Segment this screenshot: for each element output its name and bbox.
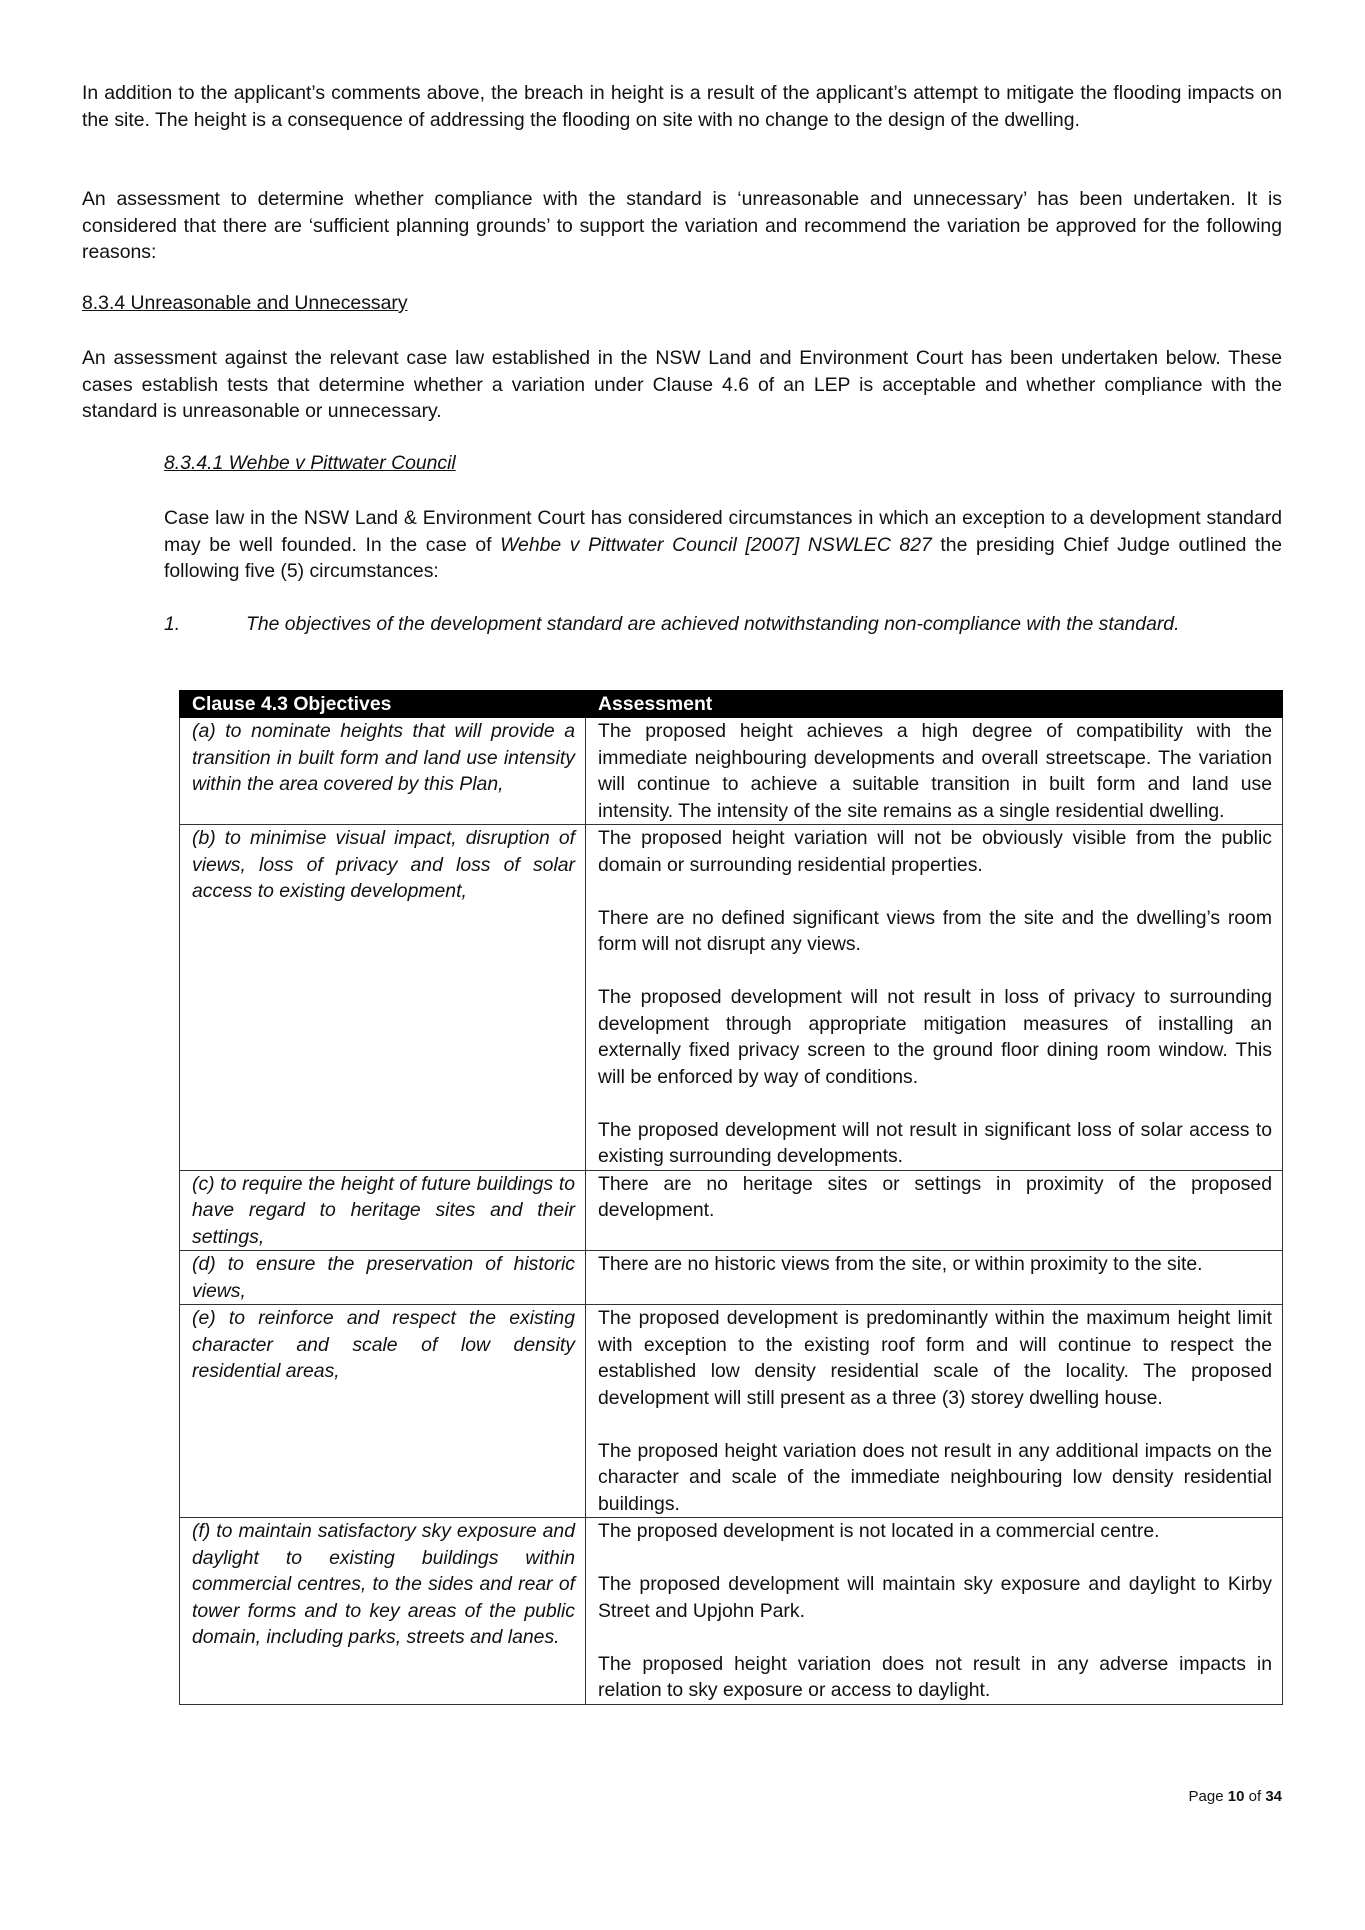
assessment-paragraph: The proposed height achieves a high degree of compatibility with the immediate neighbouring developments and overall streetscape. The variation will continue to achieve a suitable transition in built form and land use intensity. The intensity of the site remains as a single residential dwelling. bbox=[598, 720, 1272, 822]
assessment-paragraph: The proposed development is predominantly within the maximum height limit with exception to the existing roof form and will continue to respect the established low density residential scale of the locality. The proposed development will still present as a three (3) storey dwelling house. bbox=[598, 1307, 1272, 1409]
assessment-cell bbox=[586, 1170, 1283, 1251]
table-row bbox=[180, 1251, 1283, 1305]
table-header-row bbox=[180, 691, 1283, 718]
assessment-cell bbox=[586, 1251, 1283, 1305]
objectives-table bbox=[179, 690, 1283, 1705]
paragraph-wehbe bbox=[164, 505, 1282, 585]
page-number bbox=[1189, 1788, 1282, 1805]
table-row bbox=[180, 825, 1283, 1171]
page-of: of bbox=[1248, 1788, 1262, 1805]
page-current: 10 bbox=[1227, 1788, 1245, 1805]
assessment-paragraph: The proposed development will maintain sky exposure and daylight to Kirby Street and Upjohn Park. bbox=[598, 1573, 1272, 1622]
objective-cell: (c) to require the height of future buildings to have regard to heritage sites and their settings, bbox=[180, 1170, 586, 1251]
header-assessment: Assessment bbox=[586, 691, 1283, 718]
assessment-cell bbox=[586, 1518, 1283, 1705]
section-heading: 8.3.4 Unreasonable and Unnecessary bbox=[82, 292, 408, 314]
wehbe-text-before: Case law in the NSW Land & Environment Court has considered circumstances in which an exception to a development standard may be well founded. In the case of bbox=[164, 507, 1282, 556]
wehbe-case-citation: Wehbe v Pittwater Council [2007] NSWLEC 827 bbox=[500, 533, 932, 556]
objective-cell: (d) to ensure the preservation of historic views, bbox=[180, 1251, 586, 1305]
assessment-paragraph: The proposed height variation does not result in any additional impacts on the character and scale of the immediate neighbouring low density residential buildings. bbox=[598, 1439, 1272, 1515]
objective-cell: (b) to minimise visual impact, disruption of views, loss of privacy and loss of solar access to existing development, bbox=[180, 825, 586, 1171]
page-label: Page bbox=[1188, 1788, 1224, 1805]
table-row bbox=[180, 1170, 1283, 1251]
assessment-paragraph: There are no defined significant views from the site and the dwelling’s room form will not disrupt any views. bbox=[598, 906, 1272, 955]
objective-cell: (a) to nominate heights that will provide a transition in built form and land use intensity within the area covered by this Plan, bbox=[180, 718, 586, 825]
numbered-list-item bbox=[164, 611, 1282, 638]
assessment-paragraph: The proposed development is not located in a commercial centre. bbox=[598, 1520, 1160, 1542]
paragraph-assessment-intro: An assessment to determine whether compliance with the standard is ‘unreasonable and unnecessary’ has been undertaken. It is considered that there are ‘sufficient planning grounds’ to support the variation and recommend the variation be approved for the following reasons: bbox=[82, 188, 1282, 263]
paragraph-case-law: An assessment against the relevant case law established in the NSW Land and Environment Court has been undertaken below. These cases establish tests that determine whether a variation under Clause 4.6 of an LEP is acceptable and whether compliance with the standard is unreasonable or unnecessary. bbox=[82, 347, 1282, 422]
assessment-paragraph: There are no historic views from the site, or within proximity to the site. bbox=[598, 1253, 1203, 1275]
list-item-number: 1. bbox=[164, 613, 181, 635]
assessment-paragraph: The proposed development will not result in significant loss of solar access to existing surrounding developments. bbox=[598, 1118, 1272, 1167]
page-total: 34 bbox=[1265, 1788, 1282, 1805]
objective-cell: (f) to maintain satisfactory sky exposure and daylight to existing buildings within commercial centres, to the sides and rear of tower forms and to key areas of the public domain, including parks, streets and lanes. bbox=[180, 1518, 586, 1705]
table-row bbox=[180, 718, 1283, 825]
table-row bbox=[180, 1305, 1283, 1518]
wehbe-text-after: the presiding Chief Judge outlined the following five (5) circumstances: bbox=[164, 533, 1282, 582]
assessment-paragraph: The proposed height variation will not be obviously visible from the public domain or surrounding residential properties. bbox=[598, 827, 1272, 876]
subsection-heading: 8.3.4.1 Wehbe v Pittwater Council bbox=[164, 452, 456, 474]
header-objectives: Clause 4.3 Objectives bbox=[180, 691, 586, 718]
assessment-cell bbox=[586, 825, 1283, 1171]
assessment-cell bbox=[586, 718, 1283, 825]
list-item-text: The objectives of the development standard are achieved notwithstanding non-compliance with the standard. bbox=[246, 613, 1180, 635]
objective-cell: (e) to reinforce and respect the existing character and scale of low density residential areas, bbox=[180, 1305, 586, 1518]
assessment-paragraph: The proposed development will not result in loss of privacy to surrounding development through appropriate mitigation measures of installing an externally fixed privacy screen to the ground floor dining room window. This will be enforced by way of conditions. bbox=[598, 986, 1272, 1088]
assessment-cell bbox=[586, 1305, 1283, 1518]
assessment-paragraph: There are no heritage sites or settings in proximity of the proposed development. bbox=[598, 1172, 1272, 1221]
table-row bbox=[180, 1518, 1283, 1705]
assessment-paragraph: The proposed height variation does not result in any adverse impacts in relation to sky exposure or access to daylight. bbox=[598, 1652, 1272, 1701]
paragraph-flooding: In addition to the applicant’s comments above, the breach in height is a result of the applicant’s attempt to mitigate the flooding impacts on the site. The height is a consequence of addressing the flooding on site with no change to the design of the dwelling. bbox=[82, 82, 1282, 131]
